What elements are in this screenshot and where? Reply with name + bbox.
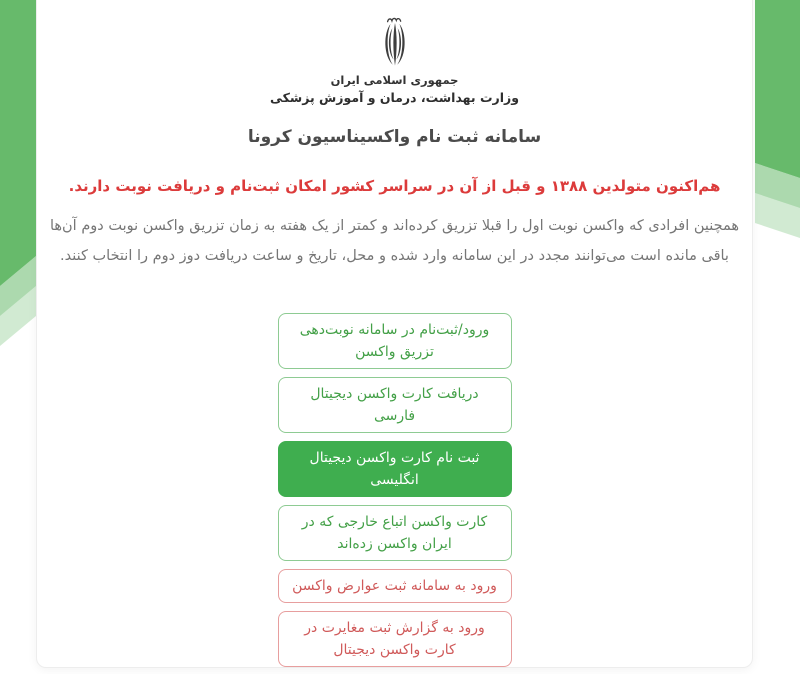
action-buttons xyxy=(278,313,512,667)
green-ribbon-right-shape xyxy=(755,0,800,240)
eligibility-notice: هم‌اکنون متولدین ۱۳۸۸ و قبل از آن در سراسر کشور امکان ثبت‌نام و دریافت نوبت دارند. xyxy=(68,177,721,195)
button-english-digital-vaccine-card[interactable]: ثبت نام کارت واکسن دیجیتال انگلیسی xyxy=(278,441,512,497)
button-foreign-nationals-vaccine-card[interactable]: کارت واکسن اتباع خارجی که در ایران واکسن زده‌اند xyxy=(278,505,512,561)
logo-caption-ministry: وزارت بهداشت، درمان و آموزش پزشکی xyxy=(270,90,519,105)
button-persian-digital-vaccine-card[interactable]: دریافت کارت واکسن دیجیتال فارسی xyxy=(278,377,512,433)
iran-emblem-icon xyxy=(368,16,422,70)
second-dose-description: همچنین افرادی که واکسن نوبت اول را قبلا تزریق کرده‌اند و کمتر از یک هفته به زمان تزریق واکسن نوبت دوم آن‌ها باقی مانده است می‌توانند مجدد در این سامانه وارد شده و محل، تاریخ و ساعت دریافت دوز دوم را انتخاب کنند. xyxy=(49,218,740,264)
logo-caption-republic: جمهوری اسلامی ایران xyxy=(330,73,459,87)
button-side-effects-registration[interactable]: ورود به سامانه ثبت عوارض واکسن xyxy=(278,569,512,603)
green-ribbon-right xyxy=(755,0,800,244)
button-register-appointment-system[interactable]: ورود/ثبت‌نام در سامانه نوبت‌دهی تزریق واکسن xyxy=(278,313,512,369)
green-ribbon-left-shape xyxy=(0,0,36,350)
button-card-discrepancy-report[interactable]: ورود به گزارش ثبت مغایرت در کارت واکسن دیجیتال xyxy=(278,611,512,667)
page-title: سامانه ثبت نام واکسیناسیون کرونا xyxy=(247,127,542,147)
main-card xyxy=(36,0,753,668)
green-ribbon-left xyxy=(0,0,36,354)
